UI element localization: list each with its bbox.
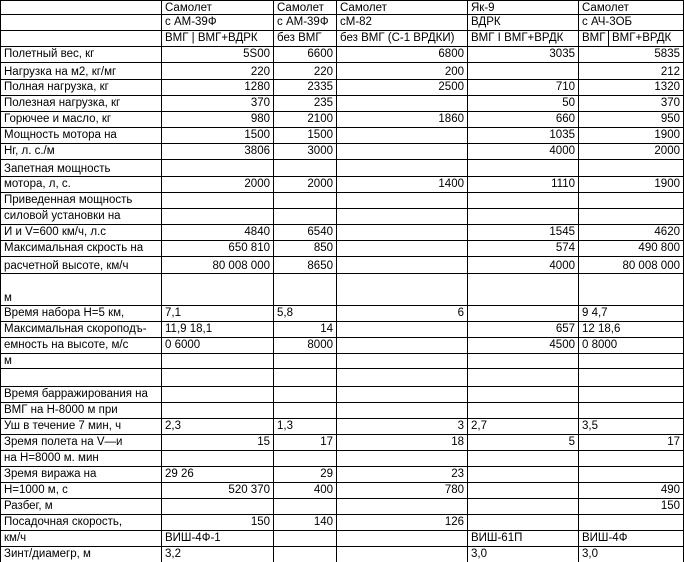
table-cell: Нг, л. с./м bbox=[0, 143, 161, 159]
table-cell: Самолет bbox=[336, 0, 467, 14]
table-cell: м bbox=[0, 273, 161, 305]
table-cell: 2000 bbox=[161, 176, 273, 192]
table-cell: сМ-82 bbox=[336, 14, 467, 30]
table-cell: ВИШ-4Ф bbox=[578, 530, 684, 546]
table-cell: Зремя виража на bbox=[0, 466, 161, 482]
table-cell bbox=[0, 14, 161, 30]
table-cell: 29 bbox=[273, 466, 336, 482]
table-cell: 0 8000 bbox=[578, 337, 684, 353]
table-cell: 220 bbox=[161, 62, 273, 79]
table-cell: Максимальная скороподъ- bbox=[0, 321, 161, 337]
table-cell bbox=[467, 482, 578, 498]
table-cell: 5S00 bbox=[161, 46, 273, 62]
table-cell bbox=[161, 498, 273, 514]
table-cell bbox=[336, 498, 467, 514]
table-cell bbox=[273, 402, 336, 418]
table-cell bbox=[467, 368, 578, 386]
table-cell bbox=[336, 368, 467, 386]
table-cell: 4500 bbox=[467, 337, 578, 353]
table-cell: Запетная мощность bbox=[0, 159, 161, 176]
table-cell: 2,3 bbox=[161, 418, 273, 434]
table-cell: 7,1 bbox=[161, 305, 273, 321]
table-cell bbox=[467, 514, 578, 530]
table-cell bbox=[467, 192, 578, 208]
table-cell: Разбег, м bbox=[0, 498, 161, 514]
table-cell bbox=[467, 353, 578, 368]
table-cell bbox=[578, 208, 684, 224]
table-cell: 370 bbox=[161, 95, 273, 111]
table-cell bbox=[161, 368, 273, 386]
table-cell: 490 800 bbox=[578, 240, 684, 256]
table-cell bbox=[273, 208, 336, 224]
table-cell: 0 6000 bbox=[161, 337, 273, 353]
table-cell: ВДРК bbox=[467, 14, 578, 30]
table-cell: 3,0 bbox=[467, 546, 578, 562]
table-cell bbox=[578, 514, 684, 530]
table-cell: 710 bbox=[467, 79, 578, 95]
table-cell: 950 bbox=[578, 111, 684, 127]
table-cell bbox=[467, 386, 578, 402]
table-cell: 1500 bbox=[273, 127, 336, 143]
table-cell: 520 370 bbox=[161, 482, 273, 498]
table-cell: И и V=600 км/ч, л.с bbox=[0, 224, 161, 240]
table-cell: 3035 bbox=[467, 46, 578, 62]
table-cell: 140 bbox=[273, 514, 336, 530]
table-cell bbox=[161, 208, 273, 224]
table-cell bbox=[467, 159, 578, 176]
table-cell: 2100 bbox=[273, 111, 336, 127]
table-cell: 1,3 bbox=[273, 418, 336, 434]
table-cell bbox=[578, 192, 684, 208]
table-cell: 4840 bbox=[161, 224, 273, 240]
table-cell bbox=[578, 466, 684, 482]
table-cell bbox=[161, 402, 273, 418]
table-cell: 80 008 000 bbox=[161, 256, 273, 273]
table-cell bbox=[336, 273, 467, 305]
table-cell bbox=[273, 273, 336, 305]
table-cell: 2500 bbox=[336, 79, 467, 95]
table-cell: 126 bbox=[336, 514, 467, 530]
table-cell bbox=[336, 530, 467, 546]
table-cell: ВИШ-4Ф-1 bbox=[161, 530, 273, 546]
table-cell: 490 bbox=[578, 482, 684, 498]
table-cell: 3 bbox=[336, 418, 467, 434]
table-cell: 1110 bbox=[467, 176, 578, 192]
table-cell: ВМГ | ВМГ+ВДРК bbox=[161, 30, 273, 46]
table-cell: Самолет bbox=[578, 0, 684, 14]
table-cell: 657 bbox=[467, 321, 578, 337]
table-cell bbox=[578, 353, 684, 368]
table-cell: ВИШ-61П bbox=[467, 530, 578, 546]
table-cell bbox=[273, 353, 336, 368]
table-cell: 2,7 bbox=[467, 418, 578, 434]
table-cell bbox=[336, 546, 467, 562]
table-cell: 1860 bbox=[336, 111, 467, 127]
table-cell bbox=[161, 273, 273, 305]
table-cell: 6 bbox=[336, 305, 467, 321]
table-cell: 5,8 bbox=[273, 305, 336, 321]
table-cell bbox=[336, 95, 467, 111]
table-cell bbox=[336, 450, 467, 466]
table-cell: без ВМГ bbox=[273, 30, 336, 46]
table-cell bbox=[273, 159, 336, 176]
table-cell: 4000 bbox=[467, 143, 578, 159]
table-cell: Полезная нагрузка, кг bbox=[0, 95, 161, 111]
table-cell: Зремя полета на V—и bbox=[0, 434, 161, 450]
table-cell: 3806 bbox=[161, 143, 273, 159]
table-cell bbox=[336, 256, 467, 273]
table-cell: 370 bbox=[578, 95, 684, 111]
table-cell bbox=[578, 368, 684, 386]
table-cell: 150 bbox=[578, 498, 684, 514]
table-cell: Максимальная скрость на bbox=[0, 240, 161, 256]
table-cell bbox=[578, 386, 684, 402]
table-cell: силовой установки на bbox=[0, 208, 161, 224]
table-cell bbox=[578, 273, 684, 305]
table-cell: 17 bbox=[273, 434, 336, 450]
table-cell bbox=[273, 192, 336, 208]
table-cell: Н=1000 м, с bbox=[0, 482, 161, 498]
table-cell bbox=[336, 143, 467, 159]
table-cell: 1035 bbox=[467, 127, 578, 143]
table-cell: с АМ-39Ф bbox=[161, 14, 273, 30]
table-cell: 780 bbox=[336, 482, 467, 498]
table-cell: Самолет bbox=[161, 0, 273, 14]
table-cell bbox=[161, 386, 273, 402]
table-cell: с АЧ-3ОБ bbox=[578, 14, 684, 30]
table-cell: Нагрузка на м2, кг/мг bbox=[0, 62, 161, 79]
table-cell: 6800 bbox=[336, 46, 467, 62]
table-cell: 220 bbox=[273, 62, 336, 79]
table-cell: расчетной высоте, км/ч bbox=[0, 256, 161, 273]
table-cell bbox=[161, 353, 273, 368]
table-cell bbox=[336, 208, 467, 224]
table-cell bbox=[467, 466, 578, 482]
table-cell: без ВМГ (С-1 ВРДКИ) bbox=[336, 30, 467, 46]
table-cell: с АМ-39Ф bbox=[273, 14, 336, 30]
table-cell: 3,5 bbox=[578, 418, 684, 434]
table-cell: 2000 bbox=[578, 143, 684, 159]
table-cell: 1400 bbox=[336, 176, 467, 192]
table-cell: Полетный вес, кг bbox=[0, 46, 161, 62]
table-cell bbox=[467, 402, 578, 418]
table-cell: 29 26 bbox=[161, 466, 273, 482]
table-cell: емность на высоте, м/с bbox=[0, 337, 161, 353]
table-cell: 1545 bbox=[467, 224, 578, 240]
table-cell bbox=[0, 30, 161, 46]
table-cell: Время барражирования на bbox=[0, 386, 161, 402]
table-cell: 18 bbox=[336, 434, 467, 450]
table-cell: 212 bbox=[578, 62, 684, 79]
table-cell: 574 bbox=[467, 240, 578, 256]
table-cell: 660 bbox=[467, 111, 578, 127]
table-cell: 5 bbox=[467, 434, 578, 450]
table-cell bbox=[336, 337, 467, 353]
table-cell bbox=[467, 305, 578, 321]
table-cell: 8000 bbox=[273, 337, 336, 353]
table-cell: 850 bbox=[273, 240, 336, 256]
table-cell: Уш в течение 7 мин, ч bbox=[0, 418, 161, 434]
table-cell bbox=[273, 546, 336, 562]
table-cell bbox=[336, 127, 467, 143]
table-cell bbox=[467, 498, 578, 514]
table-cell: мотора, л, с. bbox=[0, 176, 161, 192]
table-cell: Полная нагрузка, кг bbox=[0, 79, 161, 95]
table-cell bbox=[273, 368, 336, 386]
table-cell: 400 bbox=[273, 482, 336, 498]
table-cell: Самолет bbox=[273, 0, 336, 14]
table-cell: Приведенная мощность bbox=[0, 192, 161, 208]
table-cell bbox=[336, 386, 467, 402]
table-cell bbox=[578, 402, 684, 418]
table-cell bbox=[336, 402, 467, 418]
table-cell bbox=[336, 240, 467, 256]
table-cell: 235 bbox=[273, 95, 336, 111]
table-cell: 3000 bbox=[273, 143, 336, 159]
table-cell bbox=[336, 159, 467, 176]
table-cell bbox=[467, 62, 578, 79]
table-cell bbox=[273, 386, 336, 402]
table-cell bbox=[467, 208, 578, 224]
table-cell: 6600 bbox=[273, 46, 336, 62]
table-cell: 150 bbox=[161, 514, 273, 530]
table-cell bbox=[0, 368, 161, 386]
table-cell: км/ч bbox=[0, 530, 161, 546]
table-cell: Горючее и масло, кг bbox=[0, 111, 161, 127]
table-cell: 11,9 18,1 bbox=[161, 321, 273, 337]
table-cell: 1320 bbox=[578, 79, 684, 95]
table-cell: 14 bbox=[273, 321, 336, 337]
table-cell: 80 008 000 bbox=[578, 256, 684, 273]
table-cell: 3,2 bbox=[161, 546, 273, 562]
table-cell: 4000 bbox=[467, 256, 578, 273]
table-cell: 8650 bbox=[273, 256, 336, 273]
table-cell: 50 bbox=[467, 95, 578, 111]
table-cell bbox=[578, 159, 684, 176]
table-cell bbox=[467, 273, 578, 305]
table-cell: 650 810 bbox=[161, 240, 273, 256]
table-cell bbox=[273, 530, 336, 546]
table-cell bbox=[273, 450, 336, 466]
table-cell bbox=[336, 353, 467, 368]
table-cell bbox=[336, 224, 467, 240]
table-cell: 17 bbox=[578, 434, 684, 450]
table-cell: 5835 bbox=[578, 46, 684, 62]
table-cell: 23 bbox=[336, 466, 467, 482]
table-cell: Як-9 bbox=[467, 0, 578, 14]
table-cell bbox=[467, 450, 578, 466]
table-cell bbox=[161, 450, 273, 466]
table-cell: 3,0 bbox=[578, 546, 684, 562]
table-cell: на Н=8000 м. мин bbox=[0, 450, 161, 466]
table-cell: 9 4,7 bbox=[578, 305, 684, 321]
table-cell: 1900 bbox=[578, 176, 684, 192]
table-cell: 1500 bbox=[161, 127, 273, 143]
table-cell: м bbox=[0, 353, 161, 368]
table-cell bbox=[161, 159, 273, 176]
table-cell: Посадочная скорость, bbox=[0, 514, 161, 530]
table-cell: 980 bbox=[161, 111, 273, 127]
table-cell: 1900 bbox=[578, 127, 684, 143]
table-cell bbox=[336, 192, 467, 208]
table-cell: 1280 bbox=[161, 79, 273, 95]
table-cell bbox=[161, 192, 273, 208]
table-cell: 12 18,6 bbox=[578, 321, 684, 337]
table-cell bbox=[0, 0, 161, 14]
table-cell: 15 bbox=[161, 434, 273, 450]
table-cell bbox=[578, 450, 684, 466]
table-cell: 2000 bbox=[273, 176, 336, 192]
table-cell: Зинт/диамегр, м bbox=[0, 546, 161, 562]
table-cell bbox=[336, 321, 467, 337]
table-cell: ВМГ на Н-8000 м при bbox=[0, 402, 161, 418]
table-cell: 4620 bbox=[578, 224, 684, 240]
table-cell: Мощность мотора на bbox=[0, 127, 161, 143]
table-cell: ВМГ+ВРДК bbox=[608, 30, 684, 46]
table-cell bbox=[273, 498, 336, 514]
table-cell: ВМГ bbox=[578, 30, 608, 46]
table-cell: Время набора Н=5 км, bbox=[0, 305, 161, 321]
table-cell: 200 bbox=[336, 62, 467, 79]
table-cell: 2335 bbox=[273, 79, 336, 95]
table-cell: 6540 bbox=[273, 224, 336, 240]
table-cell: ВМГ I ВМГ+ВРДК bbox=[467, 30, 578, 46]
